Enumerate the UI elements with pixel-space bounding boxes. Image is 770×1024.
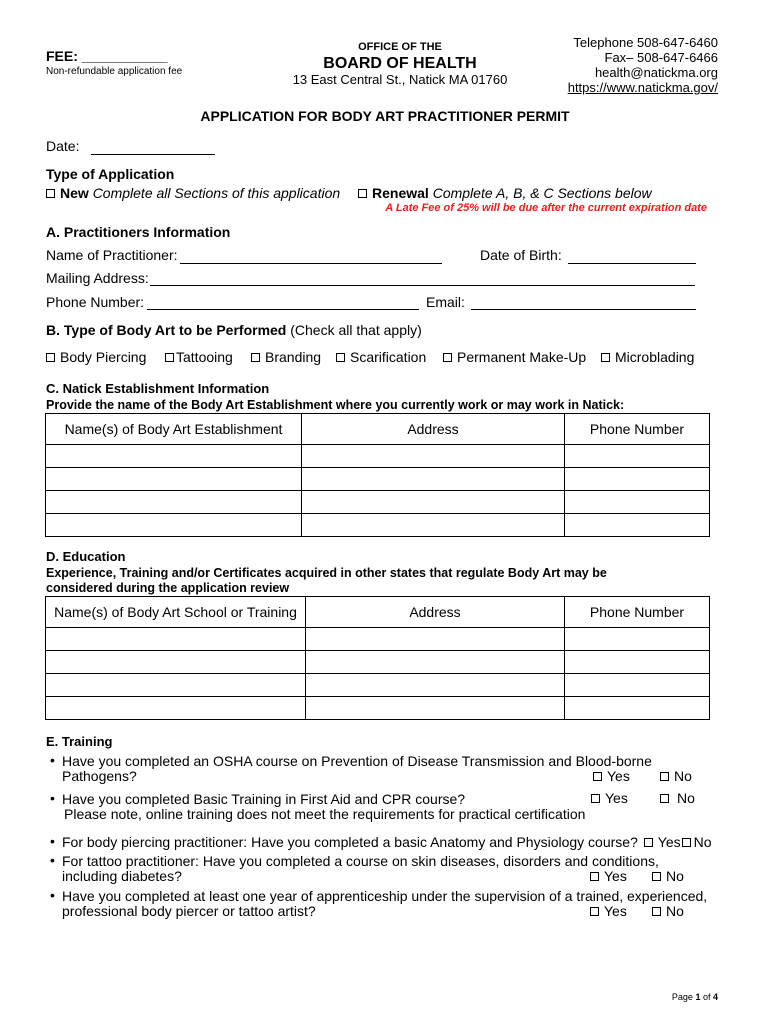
q3-no[interactable] — [681, 834, 712, 850]
yes-label: Yes — [604, 903, 627, 919]
fee-note: Non-refundable application fee — [46, 66, 183, 77]
table-cell[interactable] — [565, 697, 710, 720]
checkbox[interactable] — [593, 772, 602, 781]
late-fee-note: A Late Fee of 25% will be due after the current expiration date — [385, 202, 707, 214]
column-header: Phone Number — [565, 414, 710, 445]
table-cell[interactable] — [302, 514, 565, 537]
office-label: OFFICE OF THE — [358, 41, 442, 53]
q4-no[interactable] — [652, 868, 684, 884]
no-label: No — [693, 834, 712, 850]
no-label: No — [666, 903, 684, 919]
column-header: Address — [306, 597, 565, 628]
table-cell[interactable] — [302, 445, 565, 468]
table-row — [46, 674, 710, 697]
q2-text-1: Have you completed Basic Training in First Aid and CPR course? — [62, 791, 466, 807]
telephone: Telephone 508-647-6460 — [573, 35, 718, 50]
table-cell[interactable] — [565, 674, 710, 697]
checkbox[interactable] — [682, 838, 691, 847]
table-cell[interactable] — [46, 468, 302, 491]
q5-text-1: Have you completed at least one year of apprenticeship under the supervision of a trained, experienced, — [62, 888, 708, 904]
phone-label: Phone Number: — [46, 294, 145, 310]
email-label: Email: — [426, 294, 465, 310]
option-label: Body Piercing — [60, 349, 147, 365]
table-cell[interactable] — [565, 651, 710, 674]
option-label: Permanent Make-Up — [457, 349, 587, 365]
column-header: Address — [302, 414, 565, 445]
q5-text-2: professional body piercer or tattoo artist? — [62, 903, 316, 919]
column-header: Name(s) of Body Art School or Training — [46, 597, 306, 628]
body-art-option-2[interactable] — [251, 349, 321, 365]
checkbox[interactable] — [590, 907, 599, 916]
column-header: Phone Number — [565, 597, 710, 628]
bullet-icon: • — [50, 752, 55, 768]
table-row — [46, 468, 710, 491]
q3-yes[interactable] — [644, 834, 681, 850]
table-cell[interactable] — [306, 674, 565, 697]
section-d-heading: D. Education — [46, 549, 126, 564]
q1-text-2: Pathogens? — [62, 768, 137, 784]
table-cell[interactable] — [565, 445, 710, 468]
body-art-option-0[interactable] — [46, 349, 146, 365]
table-cell[interactable] — [302, 491, 565, 514]
section-c-heading: C. Natick Establishment Information — [46, 381, 270, 396]
q2-no[interactable] — [660, 790, 695, 806]
mailing-address-field[interactable] — [150, 285, 695, 286]
q1-yes[interactable] — [593, 768, 630, 784]
option-label: Microblading — [615, 349, 695, 365]
section-b-note: (Check all that apply) — [286, 322, 422, 338]
checkbox[interactable] — [601, 353, 610, 362]
checkbox[interactable] — [251, 353, 260, 362]
table-row — [46, 445, 710, 468]
new-label: New — [60, 185, 89, 201]
checkbox[interactable] — [644, 838, 653, 847]
table-row — [46, 491, 710, 514]
table-cell[interactable] — [46, 697, 306, 720]
checkbox[interactable] — [591, 794, 600, 803]
board-title: BOARD OF HEALTH — [323, 55, 477, 72]
table-cell[interactable] — [46, 674, 306, 697]
yes-label: Yes — [607, 768, 630, 784]
bullet-icon: • — [50, 833, 55, 849]
email-contact: health@natickma.org — [594, 65, 718, 80]
table-row — [46, 628, 710, 651]
q2-yes[interactable] — [591, 790, 628, 806]
table-cell[interactable] — [306, 697, 565, 720]
table-row — [46, 697, 710, 720]
table-cell[interactable] — [306, 628, 565, 651]
body-art-option-4[interactable] — [443, 349, 586, 365]
date-label: Date: — [46, 138, 80, 154]
new-desc: Complete all Sections of this application — [92, 185, 341, 201]
q1-no[interactable] — [660, 768, 692, 784]
q5-yes[interactable] — [590, 903, 627, 919]
page-title: APPLICATION FOR BODY ART PRACTITIONER PERMIT — [200, 108, 570, 124]
type-of-application-heading: Type of Application — [46, 166, 175, 182]
q4-yes[interactable] — [590, 868, 627, 884]
checkbox[interactable] — [652, 872, 661, 881]
website-link[interactable]: https://www.natickma.gov/ — [567, 80, 718, 95]
table-header-row — [46, 597, 710, 628]
page-total: 4 — [712, 992, 718, 1002]
checkbox[interactable] — [660, 772, 669, 781]
dob-field[interactable] — [568, 263, 696, 264]
q4-text-2: including diabetes? — [62, 868, 182, 884]
education-table — [45, 596, 710, 720]
body-art-option-3[interactable] — [336, 349, 426, 365]
renewal-option[interactable] — [358, 185, 652, 201]
table-row — [46, 651, 710, 674]
checkbox[interactable] — [652, 907, 661, 916]
table-cell[interactable] — [46, 651, 306, 674]
section-d-subheading-2: considered during the application review — [46, 581, 290, 595]
table-cell[interactable] — [565, 628, 710, 651]
table-row — [46, 514, 710, 537]
q5-no[interactable] — [652, 903, 684, 919]
table-cell[interactable] — [302, 468, 565, 491]
q3-row — [62, 834, 712, 850]
section-e-heading: E. Training — [46, 734, 113, 749]
q4-text-1: For tattoo practitioner: Have you completed a course on skin diseases, disorders and conditions, — [62, 853, 659, 869]
no-label: No — [677, 790, 695, 806]
date-field[interactable] — [91, 154, 215, 155]
table-cell[interactable] — [565, 514, 710, 537]
phone-field[interactable] — [147, 309, 419, 310]
page-of: of — [700, 992, 713, 1002]
section-b-heading: B. Type of Body Art to be Performed — [46, 322, 287, 338]
establishment-table — [45, 413, 710, 537]
section-a-heading: A. Practitioners Information — [46, 224, 231, 240]
table-cell[interactable] — [46, 445, 302, 468]
renewal-checkbox[interactable] — [358, 189, 367, 198]
q2-note: Please note, online training does not meet the requirements for practical certification — [64, 806, 586, 822]
checkbox[interactable] — [660, 794, 669, 803]
table-header-row — [46, 414, 710, 445]
new-checkbox[interactable] — [46, 189, 55, 198]
page-prefix: Page — [671, 992, 696, 1002]
option-label: Branding — [265, 349, 322, 365]
renewal-label: Renewal — [372, 185, 429, 201]
mailing-address-label: Mailing Address: — [46, 270, 149, 286]
renewal-desc: Complete A, B, & C Sections below — [432, 185, 652, 201]
bullet-icon: • — [50, 790, 55, 806]
checkbox[interactable] — [46, 353, 55, 362]
yes-label: Yes — [657, 834, 681, 850]
table-cell[interactable] — [306, 651, 565, 674]
practitioner-name-field[interactable] — [180, 263, 442, 264]
yes-label: Yes — [605, 790, 628, 806]
email-field[interactable] — [471, 309, 696, 310]
option-label: Scarification — [350, 349, 427, 365]
option-label: Tattooing — [176, 349, 233, 365]
table-cell[interactable] — [565, 468, 710, 491]
column-header: Name(s) of Body Art Establishment — [46, 414, 302, 445]
checkbox[interactable] — [336, 353, 345, 362]
checkbox[interactable] — [443, 353, 452, 362]
dob-label: Date of Birth: — [480, 247, 562, 263]
table-cell[interactable] — [565, 491, 710, 514]
no-label: No — [674, 768, 692, 784]
fee-label: FEE: ___________ — [46, 48, 168, 64]
no-label: No — [666, 868, 684, 884]
practitioner-name-label: Name of Practitioner: — [46, 247, 178, 263]
table-cell[interactable] — [46, 491, 302, 514]
checkbox[interactable] — [590, 872, 599, 881]
body-art-option-5[interactable] — [601, 349, 694, 365]
table-cell[interactable] — [46, 628, 306, 651]
q1-text-1: Have you completed an OSHA course on Prevention of Disease Transmission and Blood-borne — [62, 753, 652, 769]
q3-text-1: For body piercing practitioner: Have you completed a basic Anatomy and Physiology course? — [62, 834, 638, 850]
checkbox[interactable] — [165, 353, 174, 362]
yes-label: Yes — [604, 868, 627, 884]
table-cell[interactable] — [46, 514, 302, 537]
section-b-heading-row — [46, 322, 422, 338]
bullet-icon: • — [50, 887, 55, 903]
page-number — [672, 992, 718, 1002]
section-c-subheading: Provide the name of the Body Art Establishment where you currently work or may work in Natick: — [46, 398, 625, 412]
fax: Fax– 508-647-6466 — [604, 50, 718, 65]
office-address: 13 East Central St., Natick MA 01760 — [292, 72, 508, 87]
bullet-icon: • — [50, 852, 55, 868]
body-art-option-1[interactable] — [165, 349, 233, 365]
new-option[interactable] — [46, 185, 340, 201]
section-d-subheading-1: Experience, Training and/or Certificates acquired in other states that regulate Body Art may be — [46, 566, 607, 580]
page-current: 1 — [695, 992, 701, 1002]
